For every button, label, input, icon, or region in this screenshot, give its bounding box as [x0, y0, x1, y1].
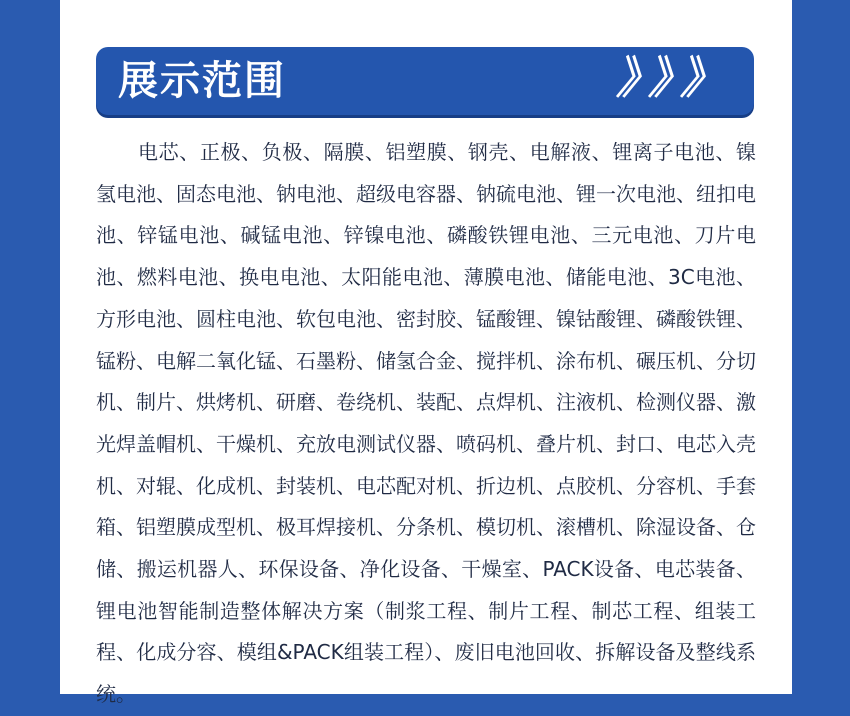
section-banner — [96, 47, 754, 115]
exhibit-scope-text: 电芯、正极、负极、隔膜、铝塑膜、钢壳、电解液、锂离子电池、镍氢电池、固态电池、钠电池、超级电容器、钠硫电池、锂一次电池、纽扣电池、锌锰电池、碱锰电池、锌镍电池、磷酸铁锂电池、三元电池、刀片电池、燃料电池、换电电池、太阳能电池、薄膜电池、储能电池、3C电池、方形电池、圆柱电池、软包电池、密封胶、锰酸锂、镍钴酸锂、磷酸铁锂、锰粉、电解二氧化锰、石墨粉、储氢合金、搅拌机、涂布机、碾压机、分切机、制片、烘烤机、研磨、卷绕机、装配、点焊机、注液机、检测仪器、激光焊盖帽机、干燥机、充放电测试仪器、喷码机、叠片机、封口、电芯入壳机、对辊、化成机、封装机、电芯配对机、折边机、点胶机、分容机、手套箱、铝塑膜成型机、极耳焊接机、分条机、模切机、滚槽机、除湿设备、仓储、搬运机器人、环保设备、净化设备、干燥室、PACK设备、电芯装备、锂电池智能制造整体解决方案（制浆工程、制片工程、制芯工程、组装工程、化成分容、模组&PACK组装工程）、废旧电池回收、拆解设备及整线系统。 — [96, 140, 756, 707]
chevron-arrows-icon: 》》》 — [616, 53, 734, 104]
section-title: 展示范围 — [118, 58, 286, 104]
